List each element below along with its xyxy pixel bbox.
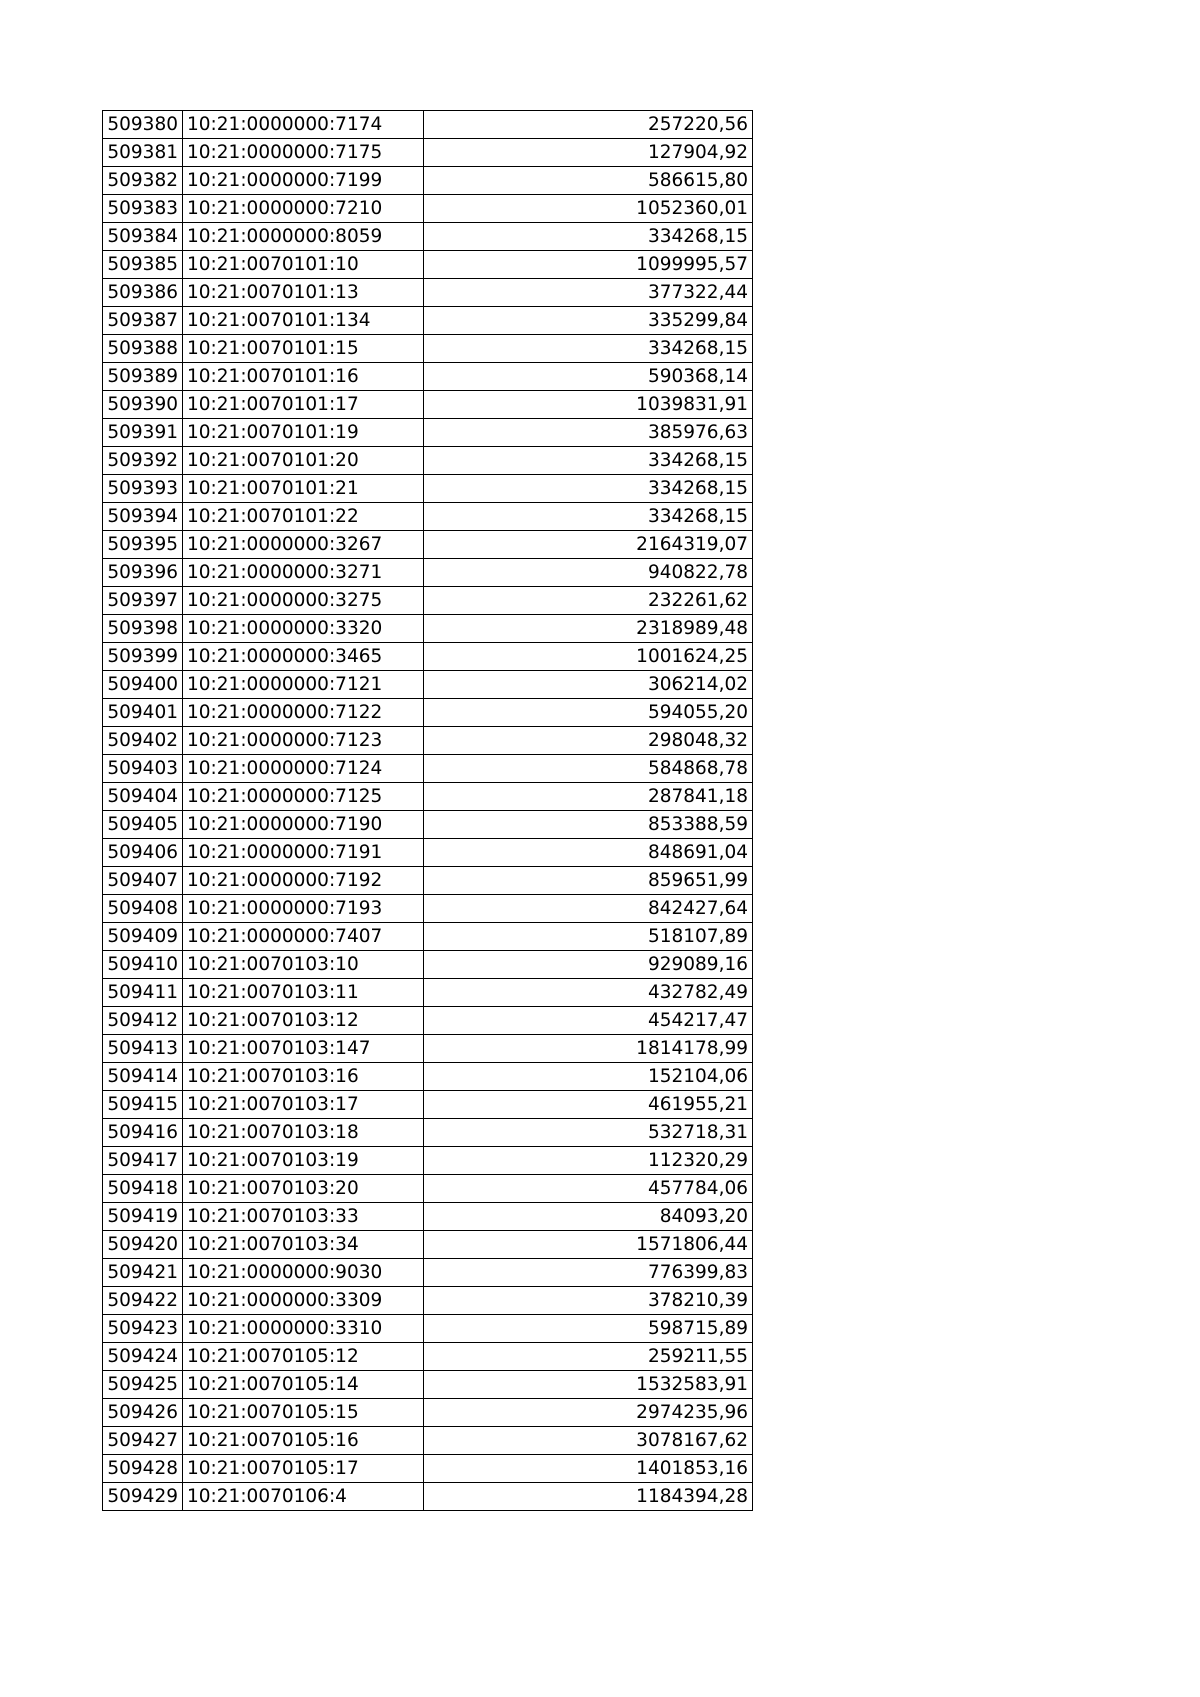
row-id-cell: 509386: [103, 279, 183, 307]
row-id-cell: 509403: [103, 755, 183, 783]
row-id-cell: 509407: [103, 867, 183, 895]
table-row: [103, 1063, 753, 1091]
row-id-cell: 509385: [103, 251, 183, 279]
table-body: [103, 111, 753, 1511]
cadastral-number-cell: 10:21:0070105:17: [183, 1455, 424, 1483]
table-row: [103, 1399, 753, 1427]
cadastral-number-cell: 10:21:0070103:34: [183, 1231, 424, 1259]
cadastral-number-cell: 10:21:0070103:20: [183, 1175, 424, 1203]
row-id-cell: 509398: [103, 615, 183, 643]
cadastral-number-cell: 10:21:0070105:15: [183, 1399, 424, 1427]
cadastral-number-cell: 10:21:0070101:21: [183, 475, 424, 503]
data-table: [102, 110, 753, 1511]
row-id-cell: 509399: [103, 643, 183, 671]
row-id-cell: 509394: [103, 503, 183, 531]
cadastral-number-cell: 10:21:0070103:11: [183, 979, 424, 1007]
table-row: [103, 223, 753, 251]
value-cell: 298048,32: [424, 727, 753, 755]
cadastral-number-cell: 10:21:0070106:4: [183, 1483, 424, 1511]
cadastral-number-cell: 10:21:0070101:22: [183, 503, 424, 531]
value-cell: 334268,15: [424, 503, 753, 531]
table-row: [103, 923, 753, 951]
row-id-cell: 509381: [103, 139, 183, 167]
cadastral-number-cell: 10:21:0000000:7191: [183, 839, 424, 867]
table-row: [103, 1371, 753, 1399]
row-id-cell: 509429: [103, 1483, 183, 1511]
cadastral-number-cell: 10:21:0070103:12: [183, 1007, 424, 1035]
value-cell: 377322,44: [424, 279, 753, 307]
value-cell: 1039831,91: [424, 391, 753, 419]
value-cell: 842427,64: [424, 895, 753, 923]
value-cell: 287841,18: [424, 783, 753, 811]
value-cell: 454217,47: [424, 1007, 753, 1035]
value-cell: 776399,83: [424, 1259, 753, 1287]
value-cell: 940822,78: [424, 559, 753, 587]
table-row: [103, 363, 753, 391]
row-id-cell: 509412: [103, 1007, 183, 1035]
cadastral-number-cell: 10:21:0070103:17: [183, 1091, 424, 1119]
row-id-cell: 509404: [103, 783, 183, 811]
cadastral-number-cell: 10:21:0000000:7190: [183, 811, 424, 839]
value-cell: 112320,29: [424, 1147, 753, 1175]
value-cell: 518107,89: [424, 923, 753, 951]
value-cell: 334268,15: [424, 223, 753, 251]
row-id-cell: 509390: [103, 391, 183, 419]
value-cell: 127904,92: [424, 139, 753, 167]
table-row: [103, 643, 753, 671]
table-row: [103, 895, 753, 923]
value-cell: 432782,49: [424, 979, 753, 1007]
table-row: [103, 1035, 753, 1063]
row-id-cell: 509411: [103, 979, 183, 1007]
cadastral-number-cell: 10:21:0000000:7122: [183, 699, 424, 727]
table-row: [103, 587, 753, 615]
row-id-cell: 509416: [103, 1119, 183, 1147]
value-cell: 584868,78: [424, 755, 753, 783]
table-row: [103, 951, 753, 979]
cadastral-number-cell: 10:21:0000000:3320: [183, 615, 424, 643]
value-cell: 598715,89: [424, 1315, 753, 1343]
cadastral-number-cell: 10:21:0070105:14: [183, 1371, 424, 1399]
value-cell: 2164319,07: [424, 531, 753, 559]
value-cell: 859651,99: [424, 867, 753, 895]
cadastral-number-cell: 10:21:0070103:19: [183, 1147, 424, 1175]
table-row: [103, 1147, 753, 1175]
value-cell: 2974235,96: [424, 1399, 753, 1427]
value-cell: 457784,06: [424, 1175, 753, 1203]
value-cell: 1099995,57: [424, 251, 753, 279]
table-row: [103, 979, 753, 1007]
table-row: [103, 139, 753, 167]
table-row: [103, 1007, 753, 1035]
table-row: [103, 1119, 753, 1147]
table-row: [103, 251, 753, 279]
cadastral-number-cell: 10:21:0000000:9030: [183, 1259, 424, 1287]
table-row: [103, 1343, 753, 1371]
value-cell: 1001624,25: [424, 643, 753, 671]
row-id-cell: 509393: [103, 475, 183, 503]
value-cell: 334268,15: [424, 475, 753, 503]
row-id-cell: 509417: [103, 1147, 183, 1175]
row-id-cell: 509420: [103, 1231, 183, 1259]
cadastral-number-cell: 10:21:0000000:3310: [183, 1315, 424, 1343]
cadastral-number-cell: 10:21:0000000:7210: [183, 195, 424, 223]
cadastral-number-cell: 10:21:0070103:10: [183, 951, 424, 979]
table-row: [103, 503, 753, 531]
table-row: [103, 279, 753, 307]
table-row: [103, 335, 753, 363]
row-id-cell: 509423: [103, 1315, 183, 1343]
row-id-cell: 509380: [103, 111, 183, 139]
value-cell: 590368,14: [424, 363, 753, 391]
table-row: [103, 839, 753, 867]
value-cell: 378210,39: [424, 1287, 753, 1315]
row-id-cell: 509426: [103, 1399, 183, 1427]
row-id-cell: 509392: [103, 447, 183, 475]
cadastral-number-cell: 10:21:0000000:7199: [183, 167, 424, 195]
value-cell: 385976,63: [424, 419, 753, 447]
table-row: [103, 867, 753, 895]
table-row: [103, 111, 753, 139]
value-cell: 929089,16: [424, 951, 753, 979]
cadastral-number-cell: 10:21:0000000:3267: [183, 531, 424, 559]
table-row: [103, 531, 753, 559]
table-row: [103, 195, 753, 223]
table-row: [103, 1455, 753, 1483]
cadastral-number-cell: 10:21:0070103:33: [183, 1203, 424, 1231]
table-row: [103, 1203, 753, 1231]
value-cell: 1184394,28: [424, 1483, 753, 1511]
row-id-cell: 509400: [103, 671, 183, 699]
value-cell: 853388,59: [424, 811, 753, 839]
row-id-cell: 509396: [103, 559, 183, 587]
value-cell: 152104,06: [424, 1063, 753, 1091]
value-cell: 532718,31: [424, 1119, 753, 1147]
value-cell: 1052360,01: [424, 195, 753, 223]
cadastral-number-cell: 10:21:0070103:16: [183, 1063, 424, 1091]
row-id-cell: 509401: [103, 699, 183, 727]
row-id-cell: 509384: [103, 223, 183, 251]
cadastral-number-cell: 10:21:0000000:7125: [183, 783, 424, 811]
row-id-cell: 509383: [103, 195, 183, 223]
table-row: [103, 447, 753, 475]
cadastral-number-cell: 10:21:0000000:3309: [183, 1287, 424, 1315]
row-id-cell: 509410: [103, 951, 183, 979]
table-row: [103, 1175, 753, 1203]
row-id-cell: 509415: [103, 1091, 183, 1119]
table-row: [103, 1483, 753, 1511]
table-row: [103, 391, 753, 419]
table-row: [103, 1315, 753, 1343]
table-row: [103, 559, 753, 587]
row-id-cell: 509397: [103, 587, 183, 615]
value-cell: 2318989,48: [424, 615, 753, 643]
value-cell: 259211,55: [424, 1343, 753, 1371]
value-cell: 306214,02: [424, 671, 753, 699]
row-id-cell: 509395: [103, 531, 183, 559]
value-cell: 335299,84: [424, 307, 753, 335]
row-id-cell: 509391: [103, 419, 183, 447]
cadastral-number-cell: 10:21:0000000:7193: [183, 895, 424, 923]
row-id-cell: 509382: [103, 167, 183, 195]
cadastral-number-cell: 10:21:0000000:7192: [183, 867, 424, 895]
cadastral-number-cell: 10:21:0000000:7175: [183, 139, 424, 167]
table-row: [103, 811, 753, 839]
cadastral-number-cell: 10:21:0000000:8059: [183, 223, 424, 251]
row-id-cell: 509406: [103, 839, 183, 867]
row-id-cell: 509402: [103, 727, 183, 755]
cadastral-number-cell: 10:21:0070101:19: [183, 419, 424, 447]
cadastral-number-cell: 10:21:0000000:3271: [183, 559, 424, 587]
value-cell: 586615,80: [424, 167, 753, 195]
cadastral-number-cell: 10:21:0000000:7121: [183, 671, 424, 699]
row-id-cell: 509422: [103, 1287, 183, 1315]
table-row: [103, 783, 753, 811]
cadastral-number-cell: 10:21:0000000:7124: [183, 755, 424, 783]
cadastral-number-cell: 10:21:0000000:3275: [183, 587, 424, 615]
table-row: [103, 1287, 753, 1315]
cadastral-number-cell: 10:21:0000000:7407: [183, 923, 424, 951]
cadastral-number-cell: 10:21:0070101:20: [183, 447, 424, 475]
row-id-cell: 509405: [103, 811, 183, 839]
table-row: [103, 615, 753, 643]
cadastral-number-cell: 10:21:0070101:17: [183, 391, 424, 419]
row-id-cell: 509421: [103, 1259, 183, 1287]
table-row: [103, 307, 753, 335]
cadastral-number-cell: 10:21:0000000:7123: [183, 727, 424, 755]
table-row: [103, 755, 753, 783]
value-cell: 334268,15: [424, 447, 753, 475]
value-cell: 848691,04: [424, 839, 753, 867]
row-id-cell: 509414: [103, 1063, 183, 1091]
cadastral-number-cell: 10:21:0070101:15: [183, 335, 424, 363]
cadastral-number-cell: 10:21:0070101:134: [183, 307, 424, 335]
value-cell: 1401853,16: [424, 1455, 753, 1483]
cadastral-number-cell: 10:21:0070103:147: [183, 1035, 424, 1063]
value-cell: 257220,56: [424, 111, 753, 139]
cadastral-number-cell: 10:21:0070101:10: [183, 251, 424, 279]
row-id-cell: 509418: [103, 1175, 183, 1203]
value-cell: 3078167,62: [424, 1427, 753, 1455]
row-id-cell: 509387: [103, 307, 183, 335]
table-row: [103, 167, 753, 195]
row-id-cell: 509408: [103, 895, 183, 923]
cadastral-number-cell: 10:21:0070101:13: [183, 279, 424, 307]
row-id-cell: 509425: [103, 1371, 183, 1399]
table-row: [103, 1091, 753, 1119]
row-id-cell: 509389: [103, 363, 183, 391]
row-id-cell: 509409: [103, 923, 183, 951]
row-id-cell: 509427: [103, 1427, 183, 1455]
table-row: [103, 475, 753, 503]
table-row: [103, 419, 753, 447]
cadastral-number-cell: 10:21:0070105:12: [183, 1343, 424, 1371]
value-cell: 1571806,44: [424, 1231, 753, 1259]
value-cell: 232261,62: [424, 587, 753, 615]
cadastral-number-cell: 10:21:0070105:16: [183, 1427, 424, 1455]
table-row: [103, 1427, 753, 1455]
row-id-cell: 509424: [103, 1343, 183, 1371]
table-row: [103, 1259, 753, 1287]
row-id-cell: 509388: [103, 335, 183, 363]
table-row: [103, 1231, 753, 1259]
table-row: [103, 699, 753, 727]
value-cell: 1814178,99: [424, 1035, 753, 1063]
value-cell: 334268,15: [424, 335, 753, 363]
value-cell: 84093,20: [424, 1203, 753, 1231]
table-row: [103, 727, 753, 755]
value-cell: 461955,21: [424, 1091, 753, 1119]
row-id-cell: 509413: [103, 1035, 183, 1063]
value-cell: 594055,20: [424, 699, 753, 727]
value-cell: 1532583,91: [424, 1371, 753, 1399]
row-id-cell: 509419: [103, 1203, 183, 1231]
cadastral-number-cell: 10:21:0070103:18: [183, 1119, 424, 1147]
cadastral-number-cell: 10:21:0000000:7174: [183, 111, 424, 139]
row-id-cell: 509428: [103, 1455, 183, 1483]
table-row: [103, 671, 753, 699]
cadastral-number-cell: 10:21:0000000:3465: [183, 643, 424, 671]
cadastral-number-cell: 10:21:0070101:16: [183, 363, 424, 391]
